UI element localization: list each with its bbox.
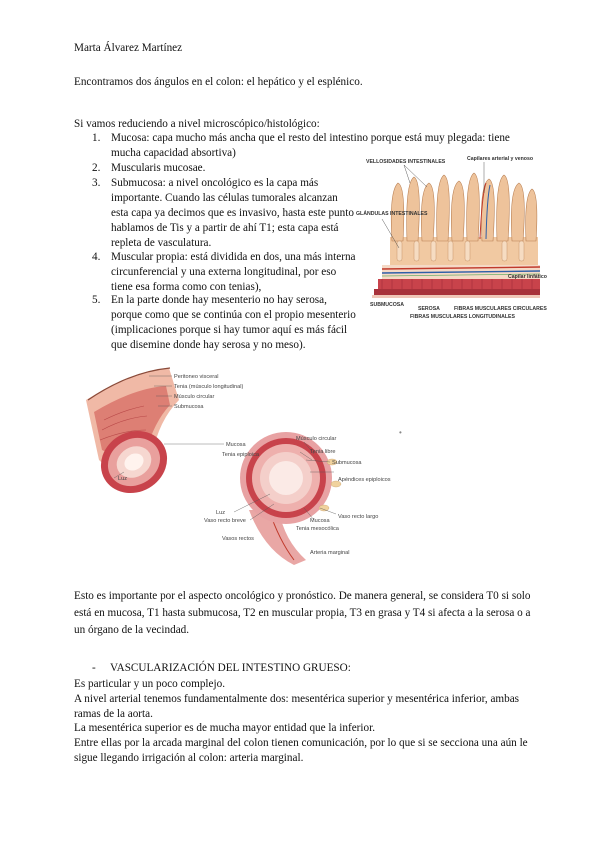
label-longitudinal: FIBRAS MUSCULARES LONGITUDINALES (410, 314, 515, 320)
section-bullet: - (92, 662, 96, 674)
histology-intro: Si vamos reduciendo a nivel microscópico/histológico: (74, 118, 320, 130)
label-circular: FIBRAS MUSCULARES CIRCULARES (454, 306, 547, 312)
colon-tube-illustration (86, 368, 179, 505)
label-vasos-rectos: Vasos rectos (222, 536, 254, 542)
stray-mark: • (399, 428, 402, 437)
label-vaso-breve: Vaso recto breve (204, 518, 246, 524)
label-submucosa: SUBMUCOSA (370, 302, 405, 308)
section-title: VASCULARIZACIÓN DEL INTESTINO GRUESO: (110, 662, 351, 674)
label-circular: Músculo circular (296, 436, 337, 442)
label-villi: VELLOSIDADES INTESTINALES (366, 159, 446, 165)
intestinal-wall-figure (352, 153, 547, 325)
colon-cross-section-figure (74, 360, 404, 575)
label-circular-top: Músculo circular (174, 394, 215, 400)
circular-muscle-layer (378, 279, 540, 289)
label-apendices: Apéndices epiploicos (338, 477, 391, 483)
label-glands: GLÁNDULAS INTESTINALES (356, 211, 428, 217)
label-tenia-libre: Tenia libre (310, 449, 336, 455)
villi-illustration (390, 173, 538, 267)
intro-paragraph: Encontramos dos ángulos en el colon: el hepático y el esplénico. (74, 76, 363, 88)
author-name: Marta Álvarez Martínez (74, 42, 183, 54)
label-tenia-meso: Tenia mesocólica (296, 526, 339, 532)
label-vaso-largo: Vaso recto largo (338, 514, 379, 520)
label-submucosa: Submucosa (174, 404, 204, 410)
staging-paragraph: Esto es importante por el aspecto oncológico y pronóstico. De manera general, se considera T0 si solo está en mucosa, T1 hasta submucosa, T2 en muscular propia, T3 en grasa y T4 si afecta a la serosa o a un órgano de la vecindad. (74, 590, 531, 636)
label-luz-left: Luz (118, 476, 128, 482)
vascularization-paragraph: Es particular y un poco complejo. A nivel arterial tenemos fundamentalmente dos: mesentérica superior y mesentérica inferior, ambas ramas de la aorta. La mesentérica superior es de mucha mayor entidad que la inferior. Entre ellas por la arcada marginal del colon tienen comunicación, por lo que si se secciona una aún le sigue llegando irrigación al colon: arteria marginal. (74, 678, 528, 764)
label-arteria: Arteria marginal (310, 550, 350, 556)
label-tenia: Tenia (músculo longitudinal) (174, 384, 244, 390)
longitudinal-muscle-layer (374, 289, 540, 295)
label-mucosa2: Mucosa (310, 518, 330, 524)
serosa-layer (372, 295, 540, 298)
label-tenia-epiploica: Tenia epiploica (222, 452, 260, 458)
label-luz: Luz (216, 510, 226, 516)
label-lymph: Capilar linfático (508, 274, 547, 280)
label-submucosa2: Submucosa (332, 460, 362, 466)
label-serosa: SEROSA (418, 306, 440, 312)
label-peritoneo: Peritoneo visceral (174, 374, 219, 380)
label-mucosa: Mucosa (226, 442, 246, 448)
label-capillaries: Capilares arterial y venoso (467, 156, 534, 162)
